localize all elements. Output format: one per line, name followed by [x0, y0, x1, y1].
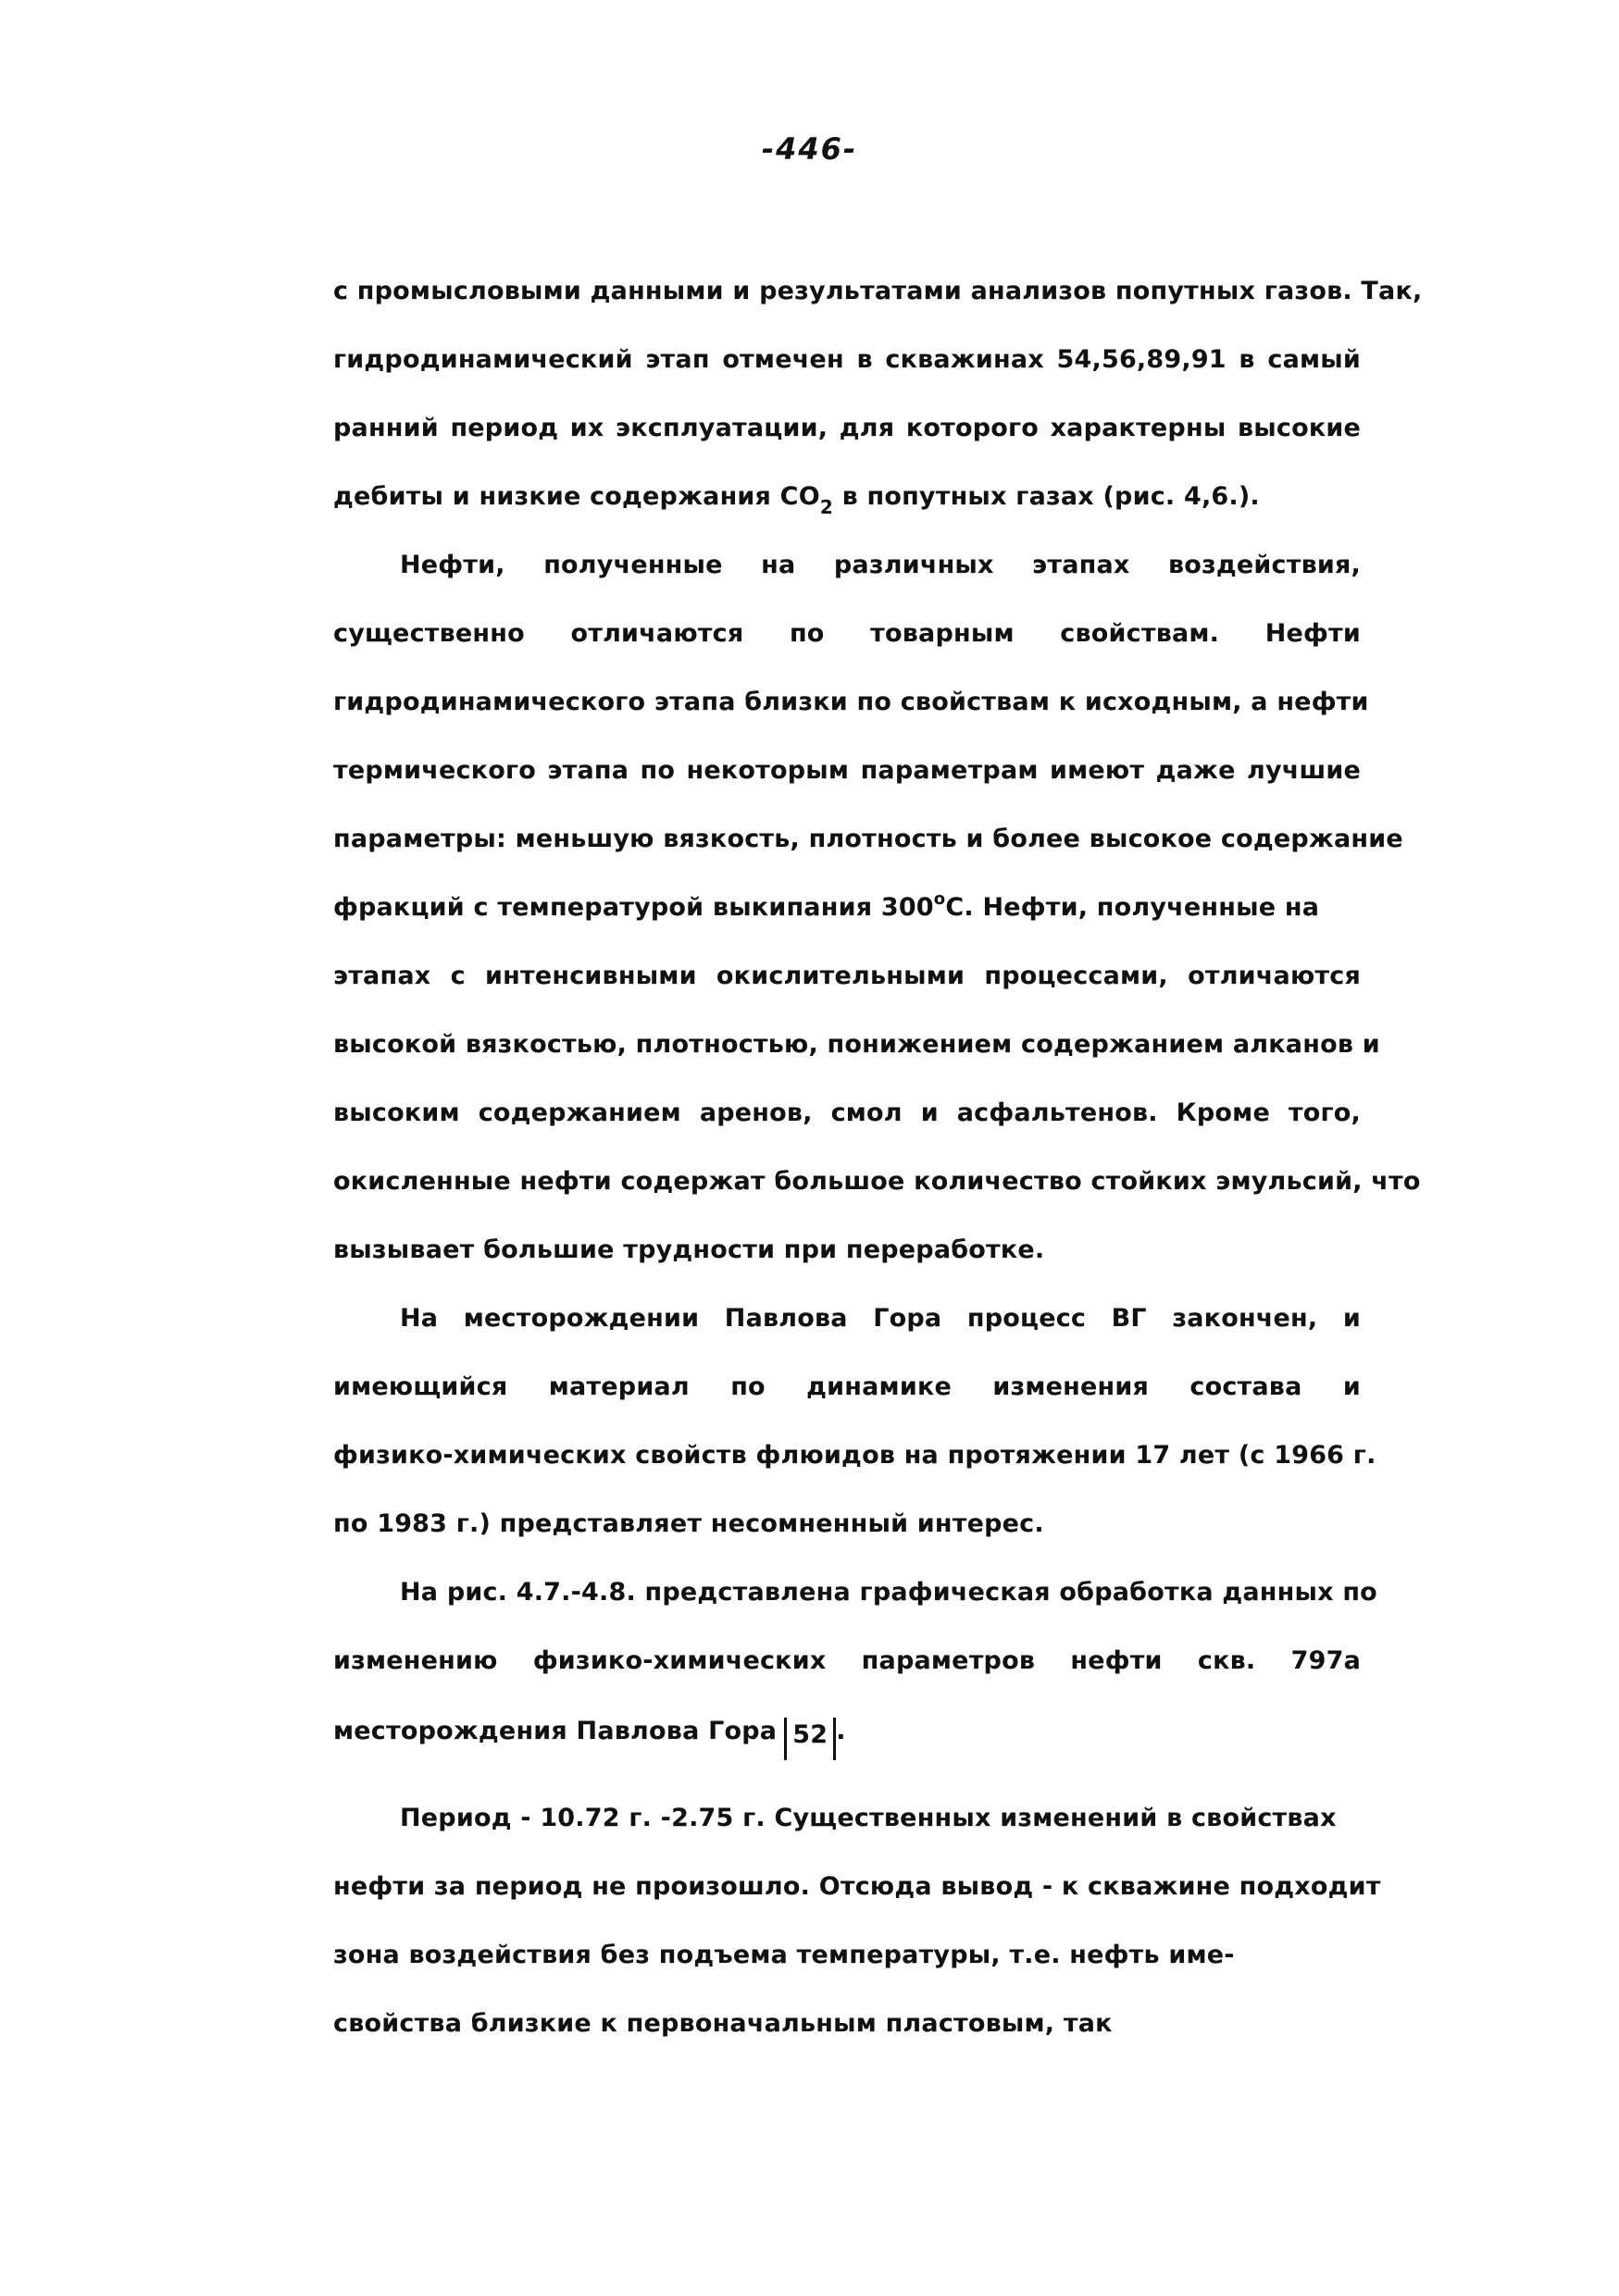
text-line: высокой вязкостью, плотностью, понижением содержанием алканов и	[333, 1030, 1380, 1059]
text-line: вызывает большие трудности при переработке.	[333, 1235, 1045, 1264]
paragraph-start-line: Период - 10.72 г. -2.75 г. Существенных изменений в свойствах	[400, 1804, 1337, 1832]
paragraph-start-line: Нефти, полученные на различных этапах воздействия,	[400, 551, 1361, 579]
text-line: гидродинамического этапа близки по свойствам к исходным, а нефти	[333, 688, 1369, 716]
citation-reference: 52	[784, 1718, 836, 1760]
text-line: свойства близкие к первоначальным пластовым, так	[333, 2009, 1113, 2038]
text-line: зона воздействия без подъема температуры, т.е. нефть име-	[333, 1941, 1235, 1969]
text-line: дебиты и низкие содержания $CO_2$ в попутных газах (рис. 4,6.).	[333, 482, 1260, 518]
text-line: термического этапа по некоторым параметрам имеют даже лучшие	[333, 756, 1361, 785]
text-line: гидродинамический этап отмечен в скважинах 54,56,89,91 в самый	[333, 345, 1361, 374]
paragraph-start-line: На рис. 4.7.-4.8. представлена графическая обработка данных по	[400, 1578, 1377, 1607]
text-line: физико-химических свойств флюидов на протяжении 17 лет (с 1966 г.	[333, 1441, 1376, 1470]
text-line: изменению физико-химических параметров нефти скв. 797а	[333, 1646, 1361, 1675]
page-number: -446-	[761, 131, 858, 167]
text-line: существенно отличаются по товарным свойствам. Нефти	[333, 619, 1361, 648]
text-line: с промысловыми данными и результатами анализов попутных газов. Так,	[333, 277, 1423, 305]
text-line: ранний период их эксплуатации, для которого характерны высокие	[333, 414, 1361, 442]
text-line: этапах с интенсивными окислительными процессами, отличаются	[333, 962, 1361, 990]
text-line: нефти за период не произошло. Отсюда вывод - к скважине подходит	[333, 1872, 1381, 1901]
text-line: по 1983 г.) представляет несомненный интерес.	[333, 1509, 1044, 1538]
subscript: 2	[819, 496, 833, 518]
paragraph-start-line: На месторождении Павлова Гора процесс ВГ закончен, и	[400, 1304, 1361, 1333]
text-line: фракций с температурой выкипания $300^оС$. Нефти, полученные на	[333, 889, 1320, 922]
superscript: о	[933, 889, 946, 909]
text-line: окисленные нефти содержат большое количество стойких эмульсий, что	[333, 1167, 1421, 1196]
text-line: месторождения Павлова Гора 52 .	[333, 1714, 1361, 1756]
text-line: высоким содержанием аренов, смол и асфальтенов. Кроме того,	[333, 1098, 1361, 1127]
text-line: параметры: меньшую вязкость, плотность и более высокое содержание	[333, 825, 1403, 853]
text-line: имеющийся материал по динамике изменения состава и	[333, 1372, 1361, 1401]
